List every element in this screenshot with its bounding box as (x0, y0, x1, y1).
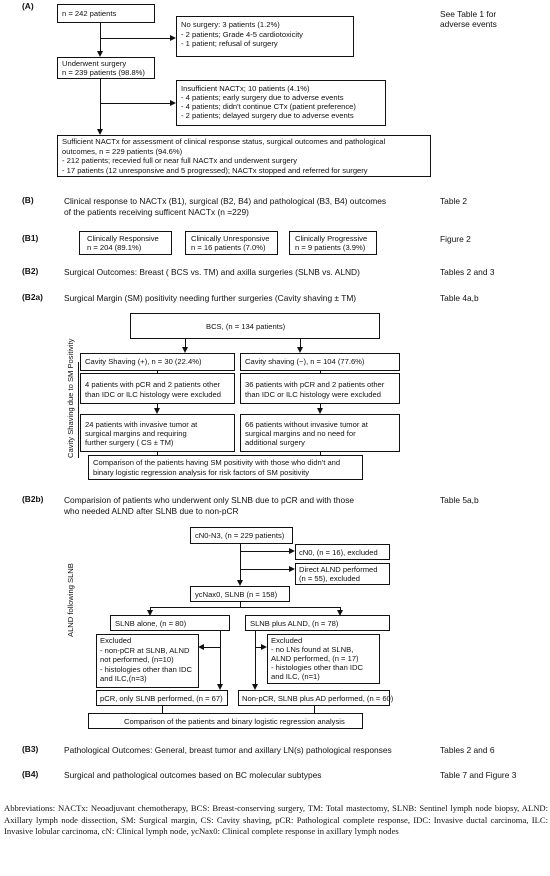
box-cs-pos (80, 353, 235, 371)
b2b-text-2: who needed ALND after SLNB due to non-pCR (64, 506, 239, 516)
box-excl-left (80, 373, 235, 404)
label-b3: (B3) (22, 744, 39, 754)
b2a-excl-left-2: than IDC or ILC histology were excluded (85, 389, 221, 399)
ref-b4: Table 7 and Figure 3 (440, 770, 517, 780)
b2a-res-left-1: 24 patients with invasive tumor at (85, 420, 198, 429)
connector (220, 631, 221, 686)
b2b-excl-right-4: - histologies other than IDC (271, 663, 364, 672)
b2a-res-right-3: additional surgery (245, 438, 305, 447)
box-direct (295, 563, 390, 585)
label-a: (A) (22, 1, 34, 11)
ref-b1: Figure 2 (440, 234, 471, 244)
box-insufficient (176, 80, 386, 126)
b2b-excl-right-5: and ILC, (n=1) (271, 672, 320, 681)
box-yc (190, 586, 290, 602)
npcr-text: Non-pCR, SLNB plus AD performed, (n = 60) (242, 694, 394, 703)
no-surgery-3: - 1 patient; refusal of surgery (181, 39, 278, 48)
ref-a-1: See Table 1 for (440, 9, 497, 19)
box-unresponsive (185, 231, 278, 255)
b-text-2: of the patients receiving sufficent NACTx (n =229) (64, 207, 249, 217)
connector (100, 79, 101, 132)
plus-text: SLNB plus ALND, (n = 78) (250, 619, 339, 628)
box-b2a-compare (88, 455, 363, 480)
insufficient-2: - 4 patients; early surgery due to adverse events (181, 93, 344, 102)
box-pcr (96, 690, 228, 706)
b2b-excl-right-2: - no LNs found at SLNB, (271, 645, 354, 654)
insufficient-4: - 2 patients; delayed surgery due to adverse events (181, 111, 354, 120)
progressive-2: n = 9 patients (3.9%) (295, 243, 366, 252)
ref-b2: Tables 2 and 3 (440, 267, 495, 277)
ref-b2a: Table 4a,b (440, 293, 479, 303)
cn-text: cN0-N3, (n = 229 patients) (195, 531, 285, 540)
connector (100, 38, 172, 39)
ref-b3: Tables 2 and 6 (440, 745, 495, 755)
b2a-excl-right-2: than IDC or ILC histology were excluded (245, 389, 381, 399)
b2a-excl-left-1: 4 patients with pCR and 2 patients other (85, 380, 221, 389)
b2b-excl-left-4: - histologies other than IDC (100, 664, 193, 674)
b2a-res-left-2: surgical margins and requiring (85, 429, 187, 438)
sufficient-3: - 212 patients; recevied full or near full NACTx and underwent surgery (62, 156, 298, 165)
b2b-excl-left-1: Excluded (100, 636, 132, 645)
direct-2: (n = 55), excluded (299, 574, 360, 583)
connector (314, 706, 315, 713)
label-b4: (B4) (22, 769, 39, 779)
box-cn0 (295, 544, 390, 560)
label-b1: (B1) (22, 233, 39, 243)
sufficient-4: - 17 patients (12 unresponsive and 5 progressed); NACTx stopped and referred for surgery (62, 165, 368, 175)
sufficient-1: Sufficient NACTx for assessment of clinical response status, surgical outcomes and pathological (62, 137, 386, 146)
label-b2b: (B2b) (22, 494, 44, 504)
b2a-text: Surgical Margin (SM) positivity needing further surgeries (Cavity shaving ± TM) (64, 293, 357, 303)
label-b: (B) (22, 195, 34, 205)
label-b2a: (B2a) (22, 292, 43, 302)
b2-text: Surgical Outcomes: Breast ( BCS vs. TM) and axilla surgeries (SLNB vs. ALND) (64, 267, 360, 277)
unresponsive-2: n = 16 patients (7.0%) (191, 243, 266, 252)
no-surgery-2: - 2 patients; Grade 4-5 cardiotoxicity (181, 29, 303, 39)
b2a-excl-right-1: 36 patients with pCR and 2 patients other (245, 380, 385, 389)
no-surgery-1: No surgery: 3 patients (1.2%) (181, 20, 280, 29)
bcs-text: BCS, (n = 134 patients) (206, 322, 286, 331)
box-b2b-excl-left (96, 634, 199, 688)
box-cn (190, 527, 293, 544)
underwent-2: n = 239 patients (98.8%) (62, 68, 145, 77)
pcr-text: pCR, only SLNB performed, (n = 67) (100, 694, 223, 703)
b2a-compare-1: Comparison of the patients having SM positivity with those who didn't and (93, 458, 341, 467)
sufficient-2: outcomes, n = 229 patients (94.6%) (62, 146, 183, 156)
b2b-text-1: Comparision of patients who underwent only SLNB due to pCR and with those (64, 495, 355, 505)
b2a-side-label: Cavity Shaving due to SM Positivity (66, 338, 75, 458)
b3-text: Pathological Outcomes: General, breast tumor and axillary LN(s) pathological responses (64, 745, 392, 755)
box-no-surgery (176, 16, 354, 57)
box-start (57, 4, 155, 23)
box-progressive (289, 231, 377, 255)
box-sufficient (57, 135, 431, 177)
b2b-side-label: ALND following SLNB (66, 563, 75, 637)
box-responsive (79, 231, 172, 255)
box-b2b-excl-right (267, 634, 380, 684)
box-bcs (130, 313, 380, 339)
b2b-excl-left-3: not performed, (n=10) (100, 655, 174, 664)
ref-b: Table 2 (440, 196, 468, 206)
b2a-res-left-3: further surgery ( CS ± TM) (85, 438, 174, 447)
progressive-1: Clinically Progressive (295, 234, 368, 243)
slnb-text: SLNB alone, (n = 80) (115, 619, 187, 628)
b2a-res-right-2: surgical margins and no need for (245, 429, 356, 438)
b-text-1: Clinical response to NACTx (B1), surgical (B2, B4) and pathological (B3, B4) outcomes (64, 196, 387, 206)
box-res-right (240, 414, 400, 452)
connector (150, 607, 340, 608)
responsive-2: n = 204 (89.1%) (87, 243, 142, 252)
insufficient-1: Insufficient NACTx; 10 patients (4.1%) (181, 84, 310, 93)
insufficient-3: - 4 patients; didn't continue CTx (patient preference) (181, 102, 356, 111)
connector (162, 706, 163, 713)
connector (240, 544, 241, 582)
box-res-left (80, 414, 235, 452)
responsive-1: Clinically Responsive (87, 234, 159, 243)
box-plus (245, 615, 390, 631)
b2b-compare-text: Comparison of the patients and binary logistic regression analysis (124, 717, 345, 726)
direct-1: Direct ALND performed (299, 565, 378, 574)
b2b-excl-left-2: - non-pCR at SLNB, ALND (100, 645, 190, 655)
box-slnb (110, 615, 230, 631)
b2a-compare-2: binary logistic regression analysis for risk factors of SM positivity (93, 467, 310, 477)
b2a-res-right-1: 66 patients without invasive tumor at (245, 420, 368, 429)
connector (100, 103, 172, 104)
abbreviations-footnote: Abbreviations: NACTx: Neoadjuvant chemotherapy, BCS: Breast-conserving surgery, TM: Total mastectomy, SLNB: Sentinel lymph node biopsy, ALND: Axillary lymph node dissection, SM: Surgical margin, CS: Cavity shaving, pCR: Pathological complete response, IDC: Invasive ductal carcinoma, ILC: Invasive lobular carcinoma, cN: Clinical lymph node, ycNax0: Clinical complete response in axillary lymph nodes (4, 803, 548, 837)
box-npcr (238, 690, 394, 706)
yc-text: ycNax0, SLNB (n = 158) (195, 590, 278, 599)
b2b-excl-right-3: ALND performed, (n = 17) (271, 654, 359, 663)
connector (240, 569, 290, 570)
underwent-1: Underwent surgery (62, 59, 127, 68)
b2b-excl-right-1: Excluded (271, 636, 303, 645)
cs-pos-text: Cavity Shaving (+), n = 30 (22.4%) (85, 357, 202, 366)
ref-b2b: Table 5a,b (440, 495, 479, 505)
start-text: n = 242 patients (62, 9, 117, 18)
b2b-excl-left-5: and ILC,(n=3) (100, 674, 147, 683)
cn0-text: cN0, (n = 16), excluded (299, 548, 378, 557)
b4-text: Surgical and pathological outcomes based on BC molecular subtypes (64, 770, 322, 780)
box-cs-neg (240, 353, 400, 371)
ref-a-2: adverse events (440, 19, 497, 29)
label-b2: (B2) (22, 266, 39, 276)
box-underwent (57, 57, 155, 79)
box-b2b-compare (88, 713, 363, 729)
connector (240, 551, 290, 552)
box-excl-right (240, 373, 400, 404)
unresponsive-1: Clinically Unresponsive (191, 234, 270, 243)
cs-neg-text: Cavity shaving (−), n = 104 (77.6%) (245, 357, 365, 366)
side-bracket (78, 362, 79, 458)
connector (255, 631, 256, 686)
